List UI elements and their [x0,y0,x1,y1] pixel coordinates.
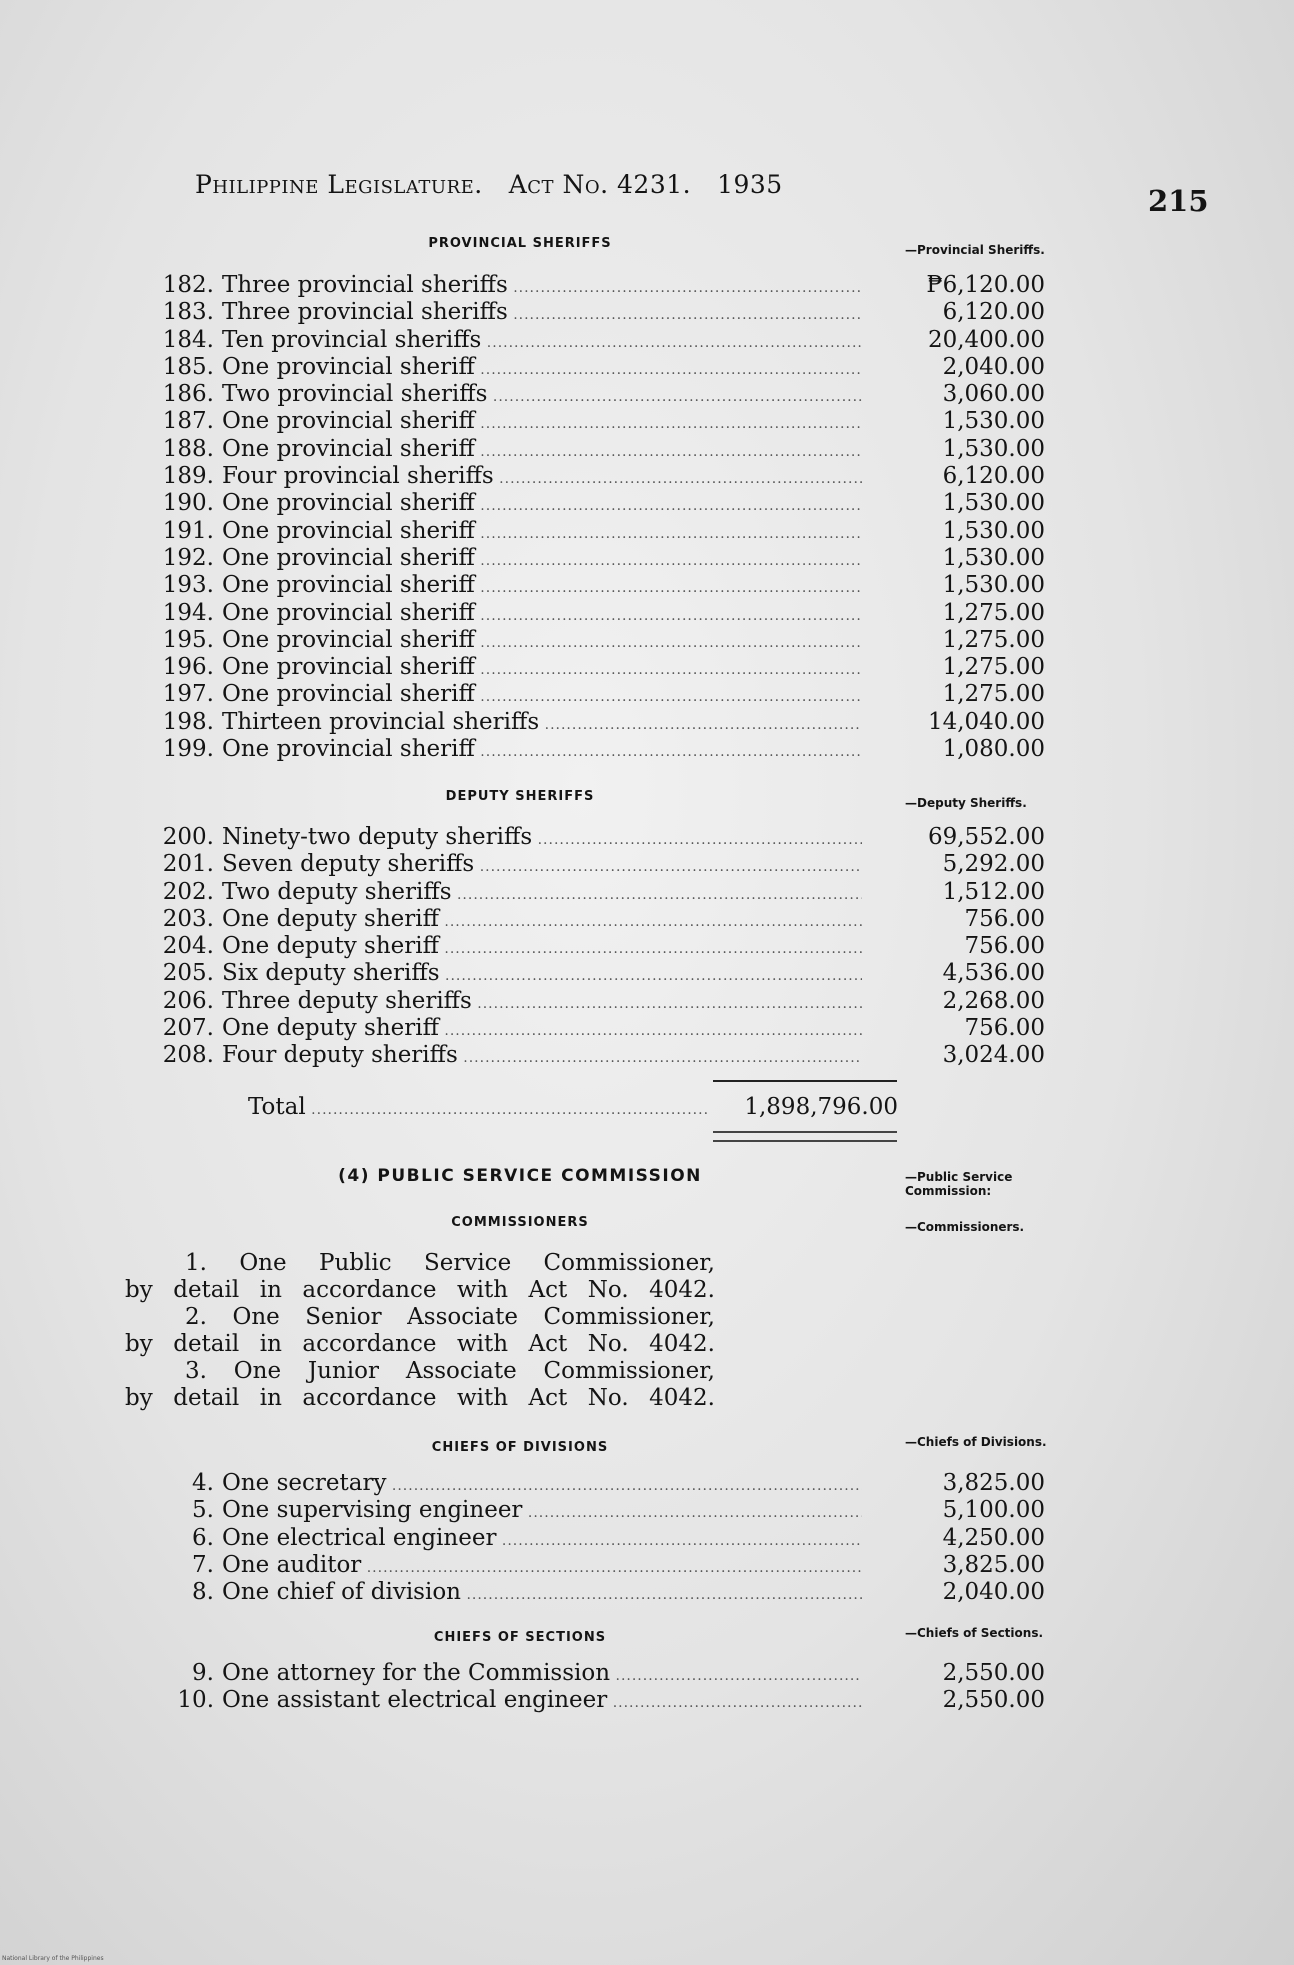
line-item [150,381,1045,408]
item-number: 206. [162,987,214,1014]
footer-credit: National Library of the Philippines [2,1955,104,1962]
item-amount: 5,292.00 [942,851,1045,878]
item-number: 4. [192,1470,214,1496]
item-amount: 69,552.00 [927,824,1045,850]
section-heading-provincial-sheriffs: PROVINCIAL SHERIFFS [428,236,612,251]
item-amount: 3,825.00 [942,1470,1045,1496]
act-number: Act No. 4231. [508,170,692,199]
item-number: 183. [162,299,214,326]
line-item [150,736,1045,763]
line-item [150,408,1045,435]
item-description: One provincial sheriff ..... [222,408,862,438]
line-item [150,299,1045,326]
item-description: One provincial sheriff ..... [222,572,862,602]
item-amount: 4,536.00 [942,960,1045,987]
item-number: 6. [192,1524,214,1551]
item-number: 197. [162,681,214,708]
item-amount: 3,024.00 [942,1042,1045,1069]
line-item [150,1524,1045,1552]
total-double-rule [713,1131,897,1142]
margin-note-chiefs-of-sections: —Chiefs of Sections. [905,1626,1044,1640]
section-heading-public-service-commission: (4) PUBLIC SERVICE COMMISSION [338,1166,702,1186]
item-description: Four provincial sheriffs ..... [222,463,862,493]
item-description: One provincial sheriff ..... [222,518,862,548]
year: 1935 [717,170,783,199]
line-item [150,1687,1045,1714]
item-number: 5. [192,1497,214,1524]
line-item [150,435,1045,463]
item-number: 184. [162,326,214,353]
chiefs-of-divisions-list [150,1470,1045,1606]
line-item [150,572,1045,599]
item-amount: 6,120.00 [942,463,1045,490]
item-description: One chief of division ..... [222,1579,862,1609]
section-heading-commissioners: COMMISSIONERS [451,1215,589,1230]
item-amount: 2,550.00 [942,1687,1045,1714]
line-item [150,272,1045,299]
item-description: One deputy sheriff ..... [222,1015,862,1045]
item-amount: 20,400.00 [927,326,1045,353]
item-description: Thirteen provincial sheriffs ..... [222,709,862,739]
line-item [150,905,1045,933]
section-heading-chiefs-of-sections: CHIEFS OF SECTIONS [433,1630,607,1645]
item-number: 9. [192,1660,214,1686]
line-item [150,960,1045,987]
margin-note-commissioners: —Commissioners. [905,1220,1025,1234]
commissioner-item-detail: by detail in accordance with Act No. 4042. [125,1385,715,1411]
item-description: One deputy sheriff ..... [222,906,862,936]
line-item [150,490,1045,517]
item-description: One provincial sheriff ..... [222,681,862,711]
line-item [150,1660,1045,1687]
line-item [150,1579,1045,1606]
margin-note-public-service-commission: —Public Service Commission: [905,1170,1013,1198]
line-item [150,851,1045,878]
item-description: One provincial sheriff ..... [222,490,862,520]
item-amount: 1,530.00 [942,572,1045,599]
item-amount: 1,530.00 [942,490,1045,517]
item-number: 10. [177,1687,214,1714]
margin-note-chiefs-of-divisions: —Chiefs of Divisions. [905,1435,1047,1449]
page-number: 215 [1148,184,1209,218]
item-amount: 1,530.00 [942,517,1045,544]
item-description: One supervising engineer ..... [222,1497,862,1527]
item-amount: 2,040.00 [942,1579,1045,1606]
item-description: One provincial sheriff ..... [222,654,862,684]
line-item [150,544,1045,572]
commissioner-item: 1. One Public Service Commissioner, [185,1250,715,1276]
item-number: 190. [162,490,214,517]
item-number: 208. [162,1042,214,1069]
total-rule [713,1080,897,1082]
item-amount: 4,250.00 [942,1524,1045,1551]
total-amount: 1,898,796.00 [744,1094,898,1120]
item-description: Ninety-two deputy sheriffs ..... [222,824,862,854]
line-item [150,353,1045,381]
item-number: 196. [162,654,214,681]
item-amount: 1,512.00 [942,878,1045,905]
item-number: 8. [192,1579,214,1606]
item-description: One secretary ..... [222,1470,862,1500]
item-amount: 1,275.00 [942,599,1045,626]
line-item [150,824,1045,851]
line-item [150,1015,1045,1042]
item-description: One provincial sheriff ..... [222,600,862,630]
line-item [150,708,1045,736]
chiefs-of-sections-list [150,1660,1045,1715]
item-description: Seven deputy sheriffs ..... [222,851,862,881]
running-header [195,170,783,199]
item-number: 204. [162,933,214,960]
commissioner-item-detail: by detail in accordance with Act No. 4042. [125,1277,715,1303]
item-number: 189. [162,463,214,490]
item-description: Three provincial sheriffs ..... [222,299,862,329]
line-item [150,599,1045,627]
item-description: One electrical engineer ..... [222,1525,862,1555]
commissioners-paragraphs [125,1250,715,1412]
item-amount: 1,275.00 [942,681,1045,708]
item-description: One provincial sheriff ..... [222,627,862,657]
item-number: 195. [162,626,214,653]
item-description: One provincial sheriff ..... [222,736,862,766]
item-number: 185. [162,353,214,380]
line-item [150,626,1045,654]
line-item [150,1042,1045,1069]
item-number: 203. [162,905,214,932]
item-amount: 756.00 [964,1015,1045,1042]
item-number: 205. [162,960,214,987]
item-description: Four deputy sheriffs ..... [222,1042,862,1072]
item-description: Two deputy sheriffs ..... [222,879,862,909]
line-item [150,1470,1045,1497]
item-number: 186. [162,381,214,408]
item-amount: 14,040.00 [927,708,1045,735]
item-amount: 2,550.00 [942,1660,1045,1686]
total-label: Total ..... [248,1094,708,1120]
line-item [150,681,1045,708]
item-amount: 1,275.00 [942,654,1045,681]
item-amount: 3,825.00 [942,1551,1045,1578]
item-amount: 756.00 [964,933,1045,960]
item-number: 198. [162,708,214,735]
item-amount: 1,530.00 [942,408,1045,435]
item-description: Three deputy sheriffs ..... [222,988,862,1018]
commissioner-item: 3. One Junior Associate Commissioner, [185,1358,715,1384]
line-item [150,1497,1045,1524]
item-description: Three provincial sheriffs ..... [222,272,862,302]
line-item [150,933,1045,960]
commissioner-item: 2. One Senior Associate Commissioner, [185,1304,715,1330]
total-row [248,1094,898,1120]
item-amount: 3,060.00 [942,381,1045,408]
item-amount: 2,040.00 [942,353,1045,380]
item-description: One provincial sheriff ..... [222,436,862,466]
item-description: Two provincial sheriffs ..... [222,381,862,411]
item-number: 207. [162,1015,214,1042]
item-amount: 756.00 [964,905,1045,932]
item-description: One provincial sheriff ..... [222,354,862,384]
item-description: One provincial sheriff ..... [222,545,862,575]
item-number: 7. [192,1551,214,1578]
item-number: 182. [162,272,214,298]
item-description: One assistant electrical engineer ..... [222,1687,862,1717]
item-description: Ten provincial sheriffs ..... [222,327,862,357]
deputy-sheriffs-list [150,824,1045,1070]
item-amount: 1,080.00 [942,736,1045,763]
line-item [150,654,1045,681]
provincial-sheriffs-list [150,272,1045,763]
line-item [150,463,1045,490]
line-item [150,987,1045,1015]
item-amount: 1,530.00 [942,544,1045,571]
running-title: Philippine Legislature. [195,170,483,199]
margin-note-deputy-sheriffs: —Deputy Sheriffs. [905,796,1027,810]
item-description: Six deputy sheriffs ..... [222,960,862,990]
item-amount: 6,120.00 [942,299,1045,326]
item-number: 194. [162,599,214,626]
line-item [150,517,1045,545]
item-number: 202. [162,878,214,905]
line-item [150,1551,1045,1579]
item-description: One deputy sheriff ..... [222,933,862,963]
item-amount: 1,275.00 [942,626,1045,653]
margin-note-provincial-sheriffs: —Provincial Sheriffs. [905,243,1045,257]
commissioner-item-detail: by detail in accordance with Act No. 4042. [125,1331,715,1357]
item-amount: 2,268.00 [942,987,1045,1014]
section-heading-chiefs-of-divisions: CHIEFS OF DIVISIONS [431,1440,609,1455]
item-number: 200. [162,824,214,850]
item-number: 192. [162,544,214,571]
item-number: 191. [162,517,214,544]
item-amount: ₱6,120.00 [926,272,1045,298]
item-number: 193. [162,572,214,599]
section-heading-deputy-sheriffs: DEPUTY SHERIFFS [445,789,595,804]
line-item [150,878,1045,906]
item-description: One auditor ..... [222,1552,862,1582]
item-description: One attorney for the Commission ..... [222,1660,862,1690]
item-amount: 5,100.00 [942,1497,1045,1524]
item-number: 187. [162,408,214,435]
item-amount: 1,530.00 [942,435,1045,462]
item-number: 199. [162,736,214,763]
line-item [150,326,1045,354]
item-number: 201. [162,851,214,878]
item-number: 188. [162,435,214,462]
